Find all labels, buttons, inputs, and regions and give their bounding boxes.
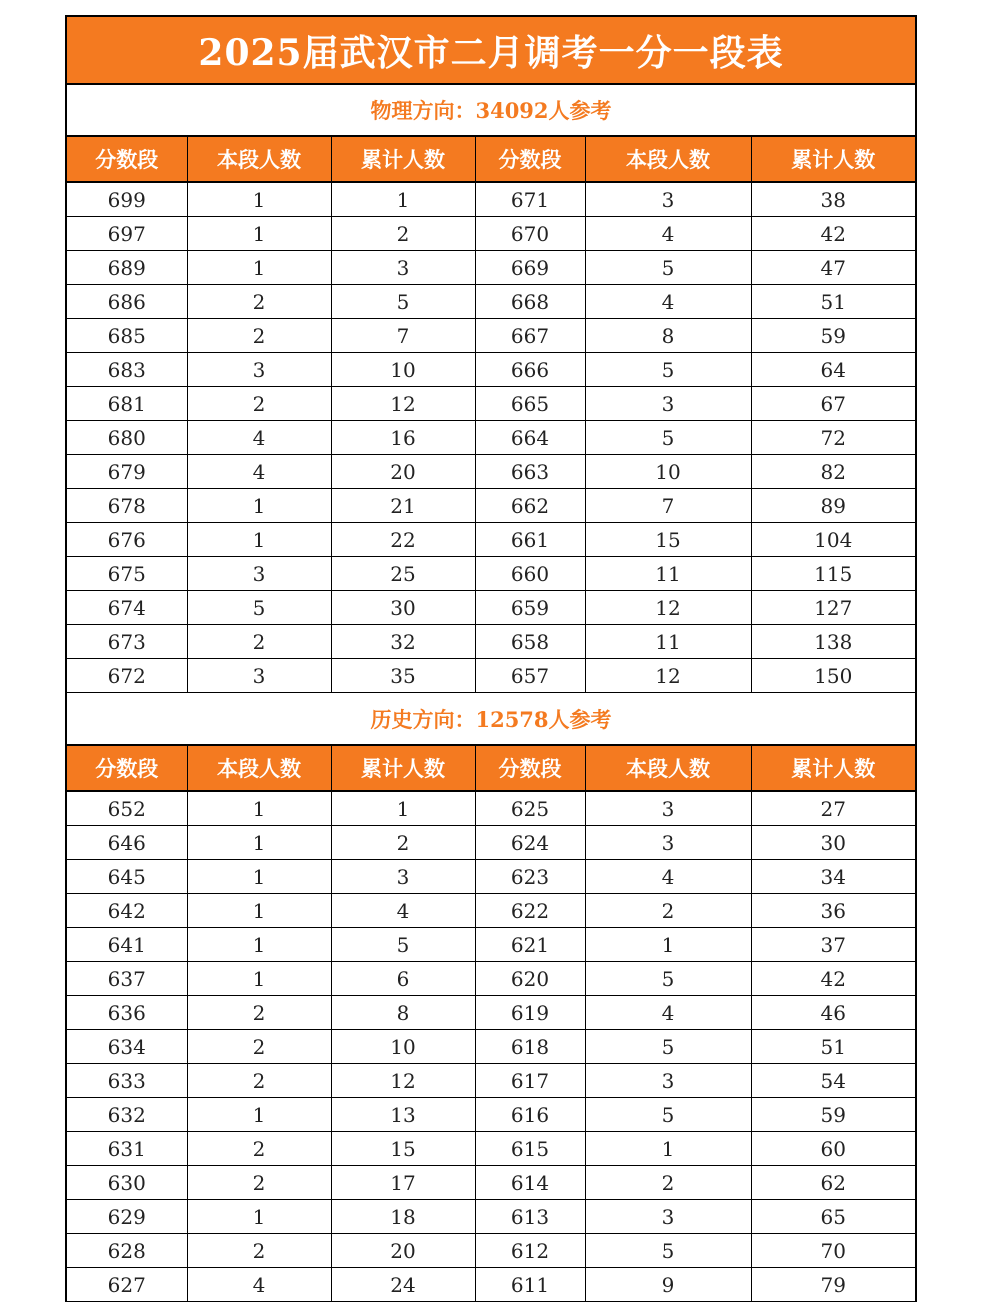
table-row <box>67 251 915 285</box>
count-cell: 3 <box>585 182 751 217</box>
cumulative-cell: 6 <box>331 962 475 996</box>
count-cell: 3 <box>585 1200 751 1234</box>
score-cell: 636 <box>67 996 187 1030</box>
count-cell: 3 <box>187 353 331 387</box>
history-table-body <box>67 791 915 1302</box>
score-cell: 665 <box>475 387 585 421</box>
score-cell: 632 <box>67 1098 187 1132</box>
cumulative-cell: 150 <box>751 659 915 693</box>
score-cell: 633 <box>67 1064 187 1098</box>
table-row <box>67 455 915 489</box>
count-cell: 1 <box>187 860 331 894</box>
score-cell: 679 <box>67 455 187 489</box>
table-row <box>67 996 915 1030</box>
column-header-count: 本段人数 <box>585 746 751 791</box>
cumulative-cell: 36 <box>751 894 915 928</box>
score-cell: 631 <box>67 1132 187 1166</box>
score-cell: 619 <box>475 996 585 1030</box>
table-row <box>67 353 915 387</box>
cumulative-cell: 104 <box>751 523 915 557</box>
table-row <box>67 962 915 996</box>
score-cell: 689 <box>67 251 187 285</box>
cumulative-cell: 10 <box>331 1030 475 1064</box>
cumulative-cell: 67 <box>751 387 915 421</box>
count-cell: 1 <box>585 928 751 962</box>
count-cell: 5 <box>585 1030 751 1064</box>
count-cell: 3 <box>585 1064 751 1098</box>
cumulative-cell: 20 <box>331 1234 475 1268</box>
history-section-title: 历史方向：12578人参考 <box>67 693 915 746</box>
count-cell: 3 <box>187 659 331 693</box>
cumulative-cell: 51 <box>751 285 915 319</box>
count-cell: 11 <box>585 625 751 659</box>
score-cell: 686 <box>67 285 187 319</box>
score-cell: 658 <box>475 625 585 659</box>
score-cell: 611 <box>475 1268 585 1302</box>
column-header-score: 分数段 <box>67 746 187 791</box>
table-row <box>67 421 915 455</box>
score-cell: 621 <box>475 928 585 962</box>
cumulative-cell: 2 <box>331 217 475 251</box>
score-cell: 675 <box>67 557 187 591</box>
cumulative-cell: 5 <box>331 928 475 962</box>
table-row <box>67 928 915 962</box>
column-header-cumulative: 累计人数 <box>751 137 915 182</box>
score-cell: 674 <box>67 591 187 625</box>
score-cell: 637 <box>67 962 187 996</box>
count-cell: 4 <box>585 217 751 251</box>
cumulative-cell: 15 <box>331 1132 475 1166</box>
cumulative-cell: 138 <box>751 625 915 659</box>
count-cell: 4 <box>585 996 751 1030</box>
score-cell: 615 <box>475 1132 585 1166</box>
cumulative-cell: 18 <box>331 1200 475 1234</box>
column-header-count: 本段人数 <box>585 137 751 182</box>
count-cell: 5 <box>585 251 751 285</box>
count-cell: 3 <box>187 557 331 591</box>
cumulative-cell: 72 <box>751 421 915 455</box>
count-cell: 2 <box>187 285 331 319</box>
score-cell: 662 <box>475 489 585 523</box>
count-cell: 2 <box>187 387 331 421</box>
table-row <box>67 1166 915 1200</box>
score-cell: 699 <box>67 182 187 217</box>
count-cell: 1 <box>187 1200 331 1234</box>
cumulative-cell: 12 <box>331 387 475 421</box>
cumulative-cell: 46 <box>751 996 915 1030</box>
cumulative-cell: 2 <box>331 826 475 860</box>
cumulative-cell: 127 <box>751 591 915 625</box>
count-cell: 5 <box>585 421 751 455</box>
cumulative-cell: 115 <box>751 557 915 591</box>
cumulative-cell: 30 <box>331 591 475 625</box>
column-header-count: 本段人数 <box>187 746 331 791</box>
score-cell: 661 <box>475 523 585 557</box>
score-cell: 612 <box>475 1234 585 1268</box>
cumulative-cell: 1 <box>331 182 475 217</box>
count-cell: 2 <box>585 894 751 928</box>
count-cell: 2 <box>187 1166 331 1200</box>
table-row <box>67 285 915 319</box>
score-cell: 673 <box>67 625 187 659</box>
count-cell: 11 <box>585 557 751 591</box>
table-row <box>67 1098 915 1132</box>
column-header-cumulative: 累计人数 <box>331 746 475 791</box>
count-cell: 3 <box>585 791 751 826</box>
table-row <box>67 1234 915 1268</box>
count-cell: 12 <box>585 591 751 625</box>
score-cell: 681 <box>67 387 187 421</box>
physics-table-body <box>67 182 915 693</box>
count-cell: 4 <box>187 455 331 489</box>
count-cell: 1 <box>187 489 331 523</box>
score-cell: 676 <box>67 523 187 557</box>
count-cell: 3 <box>585 387 751 421</box>
count-cell: 4 <box>585 285 751 319</box>
score-cell: 669 <box>475 251 585 285</box>
table-row <box>67 1268 915 1302</box>
score-cell: 680 <box>67 421 187 455</box>
cumulative-cell: 21 <box>331 489 475 523</box>
score-cell: 663 <box>475 455 585 489</box>
score-cell: 666 <box>475 353 585 387</box>
cumulative-cell: 3 <box>331 251 475 285</box>
physics-table <box>67 137 915 693</box>
score-cell: 678 <box>67 489 187 523</box>
score-cell: 664 <box>475 421 585 455</box>
table-row <box>67 489 915 523</box>
cumulative-cell: 3 <box>331 860 475 894</box>
cumulative-cell: 25 <box>331 557 475 591</box>
count-cell: 9 <box>585 1268 751 1302</box>
count-cell: 12 <box>585 659 751 693</box>
score-cell: 657 <box>475 659 585 693</box>
cumulative-cell: 37 <box>751 928 915 962</box>
count-cell: 4 <box>187 421 331 455</box>
table-row <box>67 894 915 928</box>
score-cell: 697 <box>67 217 187 251</box>
score-cell: 620 <box>475 962 585 996</box>
cumulative-cell: 82 <box>751 455 915 489</box>
count-cell: 3 <box>585 826 751 860</box>
table-row <box>67 860 915 894</box>
score-cell: 629 <box>67 1200 187 1234</box>
score-cell: 622 <box>475 894 585 928</box>
score-cell: 683 <box>67 353 187 387</box>
count-cell: 2 <box>187 1064 331 1098</box>
table-row <box>67 387 915 421</box>
table-row <box>67 319 915 353</box>
cumulative-cell: 20 <box>331 455 475 489</box>
cumulative-cell: 47 <box>751 251 915 285</box>
score-cell: 630 <box>67 1166 187 1200</box>
count-cell: 7 <box>585 489 751 523</box>
count-cell: 1 <box>187 1098 331 1132</box>
count-cell: 8 <box>585 319 751 353</box>
column-header-score: 分数段 <box>475 746 585 791</box>
count-cell: 1 <box>585 1132 751 1166</box>
table-row <box>67 659 915 693</box>
column-header-score: 分数段 <box>475 137 585 182</box>
count-cell: 1 <box>187 928 331 962</box>
cumulative-cell: 70 <box>751 1234 915 1268</box>
table-row <box>67 826 915 860</box>
cumulative-cell: 7 <box>331 319 475 353</box>
score-cell: 617 <box>475 1064 585 1098</box>
physics-section-title: 物理方向：34092人参考 <box>67 85 915 137</box>
count-cell: 1 <box>187 962 331 996</box>
count-cell: 1 <box>187 791 331 826</box>
cumulative-cell: 30 <box>751 826 915 860</box>
count-cell: 2 <box>187 996 331 1030</box>
count-cell: 5 <box>585 353 751 387</box>
score-cell: 642 <box>67 894 187 928</box>
table-row <box>67 217 915 251</box>
table-row <box>67 1064 915 1098</box>
cumulative-cell: 27 <box>751 791 915 826</box>
count-cell: 1 <box>187 826 331 860</box>
cumulative-cell: 1 <box>331 791 475 826</box>
cumulative-cell: 59 <box>751 319 915 353</box>
table-row <box>67 625 915 659</box>
score-cell: 624 <box>475 826 585 860</box>
cumulative-cell: 12 <box>331 1064 475 1098</box>
cumulative-cell: 38 <box>751 182 915 217</box>
column-header-count: 本段人数 <box>187 137 331 182</box>
score-cell: 628 <box>67 1234 187 1268</box>
history-header-row <box>67 746 915 791</box>
count-cell: 1 <box>187 251 331 285</box>
score-cell: 646 <box>67 826 187 860</box>
cumulative-cell: 51 <box>751 1030 915 1064</box>
cumulative-cell: 59 <box>751 1098 915 1132</box>
cumulative-cell: 17 <box>331 1166 475 1200</box>
score-cell: 671 <box>475 182 585 217</box>
count-cell: 2 <box>187 319 331 353</box>
count-cell: 4 <box>187 1268 331 1302</box>
count-cell: 5 <box>585 962 751 996</box>
cumulative-cell: 65 <box>751 1200 915 1234</box>
count-cell: 2 <box>187 1234 331 1268</box>
count-cell: 1 <box>187 217 331 251</box>
count-cell: 15 <box>585 523 751 557</box>
table-row <box>67 523 915 557</box>
cumulative-cell: 5 <box>331 285 475 319</box>
column-header-cumulative: 累计人数 <box>751 746 915 791</box>
cumulative-cell: 64 <box>751 353 915 387</box>
score-cell: 614 <box>475 1166 585 1200</box>
cumulative-cell: 54 <box>751 1064 915 1098</box>
count-cell: 5 <box>585 1234 751 1268</box>
cumulative-cell: 89 <box>751 489 915 523</box>
score-cell: 685 <box>67 319 187 353</box>
cumulative-cell: 32 <box>331 625 475 659</box>
table-row <box>67 1030 915 1064</box>
cumulative-cell: 13 <box>331 1098 475 1132</box>
cumulative-cell: 24 <box>331 1268 475 1302</box>
count-cell: 1 <box>187 182 331 217</box>
table-row <box>67 182 915 217</box>
count-cell: 5 <box>585 1098 751 1132</box>
score-cell: 618 <box>475 1030 585 1064</box>
score-cell: 668 <box>475 285 585 319</box>
table-row <box>67 1132 915 1166</box>
score-cell: 625 <box>475 791 585 826</box>
cumulative-cell: 10 <box>331 353 475 387</box>
count-cell: 2 <box>187 625 331 659</box>
score-cell: 659 <box>475 591 585 625</box>
count-cell: 2 <box>585 1166 751 1200</box>
score-cell: 660 <box>475 557 585 591</box>
cumulative-cell: 79 <box>751 1268 915 1302</box>
cumulative-cell: 42 <box>751 217 915 251</box>
cumulative-cell: 4 <box>331 894 475 928</box>
score-cell: 616 <box>475 1098 585 1132</box>
cumulative-cell: 34 <box>751 860 915 894</box>
count-cell: 4 <box>585 860 751 894</box>
column-header-score: 分数段 <box>67 137 187 182</box>
score-cell: 641 <box>67 928 187 962</box>
cumulative-cell: 8 <box>331 996 475 1030</box>
cumulative-cell: 22 <box>331 523 475 557</box>
table-row <box>67 1200 915 1234</box>
count-cell: 2 <box>187 1030 331 1064</box>
score-cell: 623 <box>475 860 585 894</box>
score-cell: 672 <box>67 659 187 693</box>
count-cell: 2 <box>187 1132 331 1166</box>
cumulative-cell: 62 <box>751 1166 915 1200</box>
score-cell: 634 <box>67 1030 187 1064</box>
column-header-cumulative: 累计人数 <box>331 137 475 182</box>
score-cell: 652 <box>67 791 187 826</box>
count-cell: 1 <box>187 894 331 928</box>
count-cell: 10 <box>585 455 751 489</box>
cumulative-cell: 16 <box>331 421 475 455</box>
history-table <box>67 746 915 1302</box>
score-distribution-sheet <box>65 15 917 1302</box>
table-row <box>67 591 915 625</box>
cumulative-cell: 60 <box>751 1132 915 1166</box>
count-cell: 5 <box>187 591 331 625</box>
table-row <box>67 557 915 591</box>
score-cell: 667 <box>475 319 585 353</box>
physics-header-row <box>67 137 915 182</box>
cumulative-cell: 35 <box>331 659 475 693</box>
score-cell: 613 <box>475 1200 585 1234</box>
cumulative-cell: 42 <box>751 962 915 996</box>
table-row <box>67 791 915 826</box>
score-cell: 645 <box>67 860 187 894</box>
score-cell: 670 <box>475 217 585 251</box>
count-cell: 1 <box>187 523 331 557</box>
score-cell: 627 <box>67 1268 187 1302</box>
page-title: 2025届武汉市二月调考一分一段表 <box>67 17 915 85</box>
